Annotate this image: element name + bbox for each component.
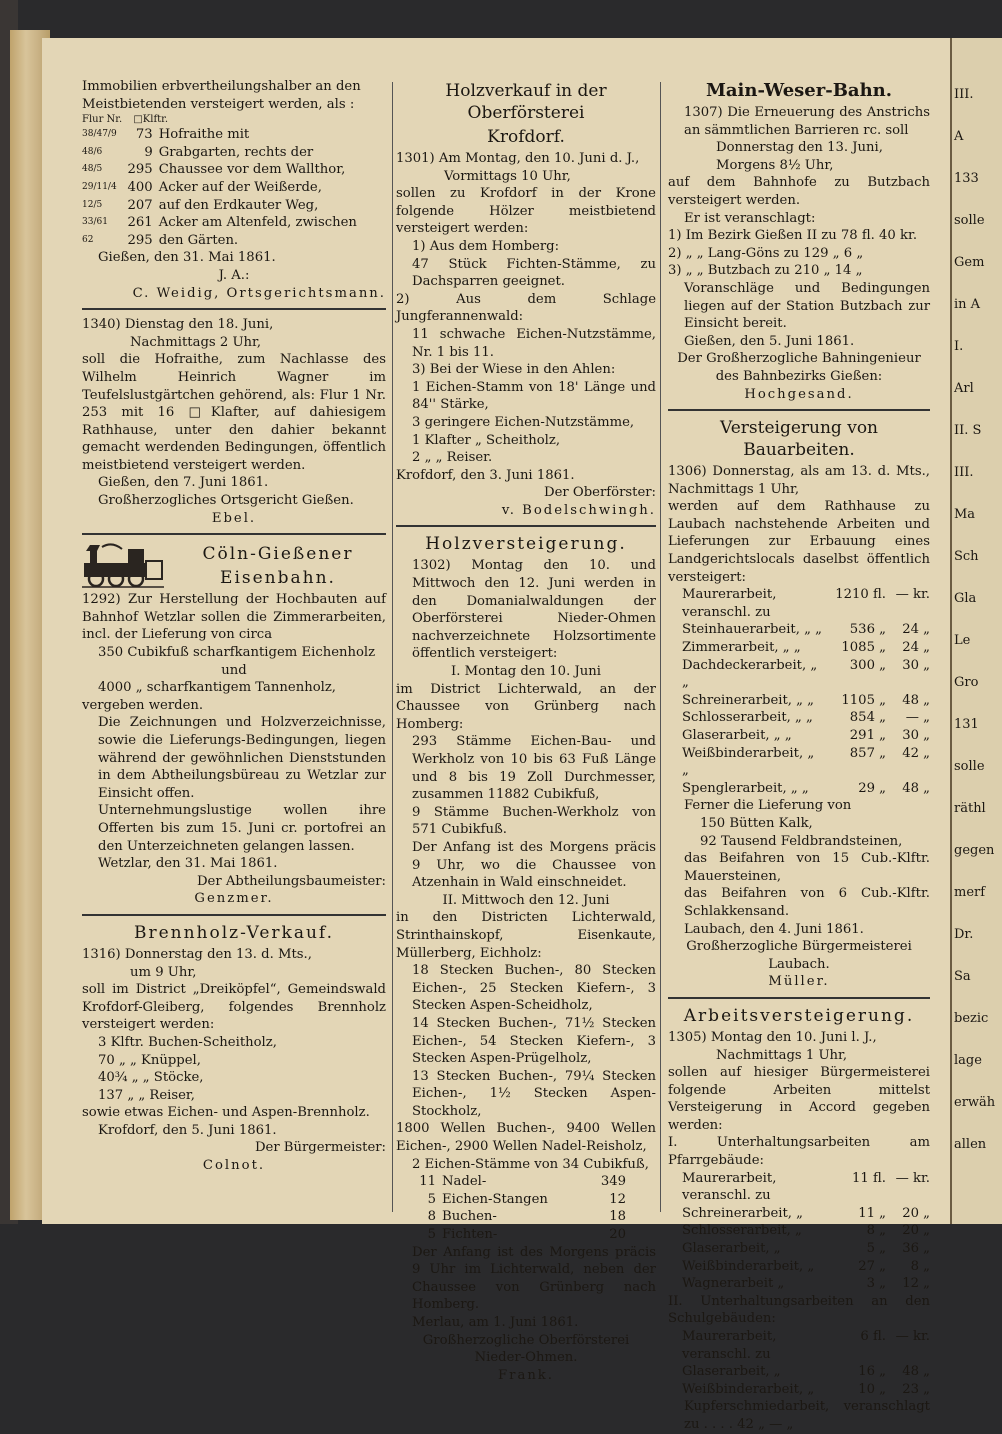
facing-page-edge (950, 38, 1002, 1224)
cost-row (668, 1275, 930, 1293)
cost-row (668, 657, 930, 692)
notice-heading: 1340) Dienstag den 18. Juni, (82, 317, 274, 333)
lot-area: 295 (127, 232, 153, 248)
work-type: Weißbinderarbeit, „ „ (682, 745, 815, 779)
cost-kreuzer: 20 „ (902, 1223, 930, 1239)
text-line: II. Unterhaltungsarbeiten an den Schulgebäuden: (668, 1293, 930, 1327)
signature: v. Bodelschwingh. (501, 502, 656, 518)
work-type: Spenglerarbeit, „ „ (682, 780, 809, 796)
cost-row (668, 727, 930, 745)
text-line: das Beifahren von 6 Cub.-Klftr. Schlakkensand. (684, 886, 930, 919)
cost-table (668, 586, 930, 797)
dateline: Krofdorf, den 3. Juni 1861. (396, 467, 575, 483)
text-line: Morgens 8½ Uhr, (716, 157, 834, 173)
cost-gulden: 29 „ (858, 780, 886, 796)
edge-fragment: Gla (954, 591, 977, 606)
notice-body: soll im District „Dreiköpfel“, Gemeindswald Krofdorf-Gleiberg, folgendes Brennholz versteigert werden: (82, 982, 386, 1033)
lot-description: Acker auf der Weißerde, (158, 179, 322, 195)
notice-body: soll die Hofraithe, zum Nachlasse des Wilhelm Heinrich Wagner im Teufelslustgärtchen gehörend, als: Flur 1 Nr. 253 mit 16 □Klafter, auf dahiesigem Rathhause, unter den dahier bekannt gemacht werdenden Bedingungen, öffentlich meistbietend versteigert werden. (82, 352, 386, 473)
notice-title: Holzverkauf in der Oberförsterei (445, 81, 607, 123)
text-line: 13 Stecken Buchen-, 79¼ Stecken Eichen-, 1½ Stecken Aspen-Stockholz, (412, 1068, 656, 1119)
work-type: Glaserarbeit, „ (682, 1364, 781, 1380)
notice-body: 1302) Montag den 10. und Mittwoch den 12. Juni werden in den Domanialwaldungen der Oberförsterei Nieder-Ohmen nachverzeichnete Holzsortimente öffentlich versteigert: (412, 558, 656, 662)
authority: Großherzogliche Oberförsterei (422, 1332, 630, 1348)
cost-kreuzer: 48 „ (902, 1364, 930, 1380)
work-type: Schlosserarbeit, „ (682, 1223, 802, 1239)
notice-title: Brennholz-Verkauf. (133, 922, 335, 943)
text-line: 18 Stecken Buchen-, 80 Stecken Eichen-, 25 Stecken Kiefern-, 3 Stecken Aspen-Scheidholz, (412, 963, 656, 1014)
text-line: 293 Stämme Eichen-Bau- und Werkholz von 10 bis 63 Fuß Länge und 8 bis 19 Zoll Durchmesser, zusammen 11882 Cubikfuß, (412, 734, 656, 803)
cost-kreuzer: 24 „ (902, 622, 930, 638)
work-type: Schlosserarbeit, „ „ (682, 710, 813, 726)
authority: Nieder-Ohmen. (474, 1350, 578, 1366)
text-line: II. Mittwoch den 12. Juni (442, 892, 610, 908)
text-line: 1 Eichen-Stamm von 18' Länge und 84'' Stärke, (412, 379, 656, 413)
separator (668, 409, 930, 411)
signature: Colnot. (202, 1158, 266, 1174)
wood-volume: 18 (609, 1209, 626, 1225)
text-line: 1) Aus dem Homberg: (412, 238, 560, 254)
lot-description: den Gärten. (158, 232, 239, 248)
lot-row (82, 197, 386, 215)
edge-fragment: solle (954, 213, 985, 228)
estimate-list (668, 227, 930, 280)
cost-gulden: 16 „ (858, 1364, 886, 1380)
notice-heading: 1305) Montag den 10. Juni l. J., (668, 1029, 877, 1045)
text-line: 2 Eichen-Stämme von 34 Cubikfuß, (412, 1156, 649, 1172)
lot-header (82, 113, 386, 126)
notice-title: Versteigerung von Bauarbeiten. (720, 418, 878, 461)
text-line: 1 Klafter „ Scheitholz, (412, 432, 561, 448)
text-line: 1800 Wellen Buchen-, 9400 Wellen Eichen-, 2900 Wellen Nadel-Reisholz, (396, 1121, 656, 1155)
text-line: Ferner die Lieferung von (684, 798, 852, 814)
wood-kind: Eichen-Stangen (442, 1191, 548, 1207)
wood-item: 40¾ „ „ Stöcke, (98, 1070, 204, 1086)
column-3 (668, 78, 930, 1434)
edge-fragment: Arl (954, 381, 974, 396)
cost-row (668, 692, 930, 710)
dateline: Gießen, den 31. Mai 1861. (98, 250, 276, 266)
cost-row (668, 621, 930, 639)
notice-title: Main-Weser-Bahn. (705, 80, 893, 101)
separator (668, 997, 930, 999)
cost-row (668, 1240, 930, 1258)
edge-fragment: erwäh (954, 1095, 996, 1110)
edge-fragment: Sch (954, 549, 979, 564)
lot-table (82, 126, 386, 249)
column-1 (82, 78, 386, 1175)
wood-kind: Nadel- (442, 1174, 487, 1190)
edge-fragment: merf (954, 885, 986, 900)
separator (82, 533, 386, 535)
notice-body: werden auf dem Rathhause zu Laubach nachstehende Arbeiten und Lieferungen zur Erbauung eines Landgerichtslocals daselbst öffentlich versteigert: (668, 499, 930, 585)
lot-row (82, 214, 386, 232)
signature: Müller. (768, 974, 830, 990)
notice-time: Vormittags 10 Uhr, (444, 168, 571, 184)
text-line: 14 Stecken Buchen-, 71½ Stecken Eichen-, 54 Stecken Kiefern-, 3 Stecken Aspen-Prügelholz, (412, 1015, 656, 1067)
authority: Der Abtheilungsbaumeister: (196, 873, 386, 889)
wood-list (82, 1034, 386, 1104)
cost-table (668, 1170, 930, 1293)
lot-area: 207 (127, 197, 153, 213)
text-line: 2) Aus dem Schlage Jungferannenwald: (396, 291, 656, 325)
lot-row (82, 232, 386, 250)
flur-header: Flur Nr. (82, 114, 123, 126)
cost-gulden: 6 fl. (860, 1329, 886, 1344)
estimate-item: 2) „ „ Lang-Göns zu 129 „ 6 „ (668, 245, 864, 261)
notice-time: Nachmittags 2 Uhr, (130, 334, 262, 350)
edge-fragment: solle (954, 759, 985, 774)
text-line: Immobilien erbvertheilungshalber an den (82, 79, 361, 94)
notice-time: um 9 Uhr, (130, 964, 197, 980)
text-line: 350 Cubikfuß scharfkantigem Eichenholz (98, 645, 376, 661)
edge-fragment: III. (954, 87, 974, 102)
cost-row (668, 586, 930, 621)
work-type: Zimmerarbeit, „ „ (682, 640, 801, 656)
text-line: I. Unterhaltungsarbeiten am Pfarrgebäude: (668, 1135, 930, 1169)
newspaper-page (42, 38, 950, 1432)
edge-fragment: I. (954, 339, 964, 354)
cost-kreuzer: — „ (905, 710, 930, 726)
authority: Der Bürgermeister: (254, 1140, 386, 1156)
text-line: 3 geringere Eichen-Nutzstämme, (412, 414, 635, 430)
notice-body: 1307) Die Erneuerung des Anstrichs an sämmtlichen Barrieren rc. soll (684, 105, 930, 138)
text-line: 150 Bütten Kalk, (700, 815, 813, 831)
edge-fragment: 133 (954, 171, 979, 186)
lot-area: 400 (127, 179, 153, 195)
work-type: Dachdeckerarbeit, „ „ (682, 657, 818, 691)
edge-fragment: III. (954, 465, 974, 480)
lot-number: 48/6 (82, 146, 103, 157)
cost-gulden: 3 „ (866, 1276, 886, 1292)
notice-body: sollen auf hiesiger Bürgermeisterei folgende Arbeiten mittelst Versteigerung in Accord gegeben werden: (668, 1065, 930, 1133)
wood-item: 3 Klftr. Buchen-Scheitholz, (98, 1034, 277, 1050)
lot-area: 261 (127, 215, 153, 231)
cost-gulden: 857 „ (849, 745, 886, 761)
dateline: Krofdorf, den 5. Juni 1861. (98, 1122, 277, 1138)
separator (82, 308, 386, 310)
wood-count: 5 (427, 1191, 436, 1207)
lot-number: 33/61 (82, 217, 108, 228)
work-type: Weißbinderarbeit, „ (682, 1381, 815, 1397)
edge-fragment: bezic (954, 1011, 989, 1026)
cost-gulden: 300 „ (849, 657, 886, 673)
signature-ia: J. A.: (218, 267, 250, 283)
wood-volume: 12 (609, 1191, 626, 1207)
klftr-header: □Klftr. (133, 114, 169, 126)
cost-gulden: 11 „ (858, 1205, 886, 1221)
text-line: in den Districten Lichterwald, Strinthainskopf, Eisenkaute, Müllerberg, Eichholz: (396, 910, 656, 961)
cost-kreuzer: 48 „ (902, 692, 930, 708)
edge-fragment: Sa (954, 969, 971, 984)
lot-area: 295 (127, 162, 153, 178)
estimate-item: 3) „ „ Butzbach zu 210 „ 14 „ (668, 263, 863, 279)
text-line: das Beifahren von 15 Cub.-Klftr. Mauersteinen, (684, 851, 930, 884)
wood-volume: 349 (600, 1174, 626, 1190)
notice-heading: 1316) Donnerstag den 13. d. Mts., (82, 946, 312, 962)
notice-body: sollen zu Krofdorf in der Krone folgende Hölzer meistbietend versteigert werden: (396, 186, 656, 237)
text-line: im District Lichterwald, an der Chaussee von Grünberg nach Homberg: (396, 681, 656, 732)
text-line: 3) Bei der Wiese in den Ahlen: (412, 362, 616, 378)
text-line: Voranschläge und Bedingungen liegen auf der Station Butzbach zur Einsicht bereit. (684, 280, 930, 332)
authority: Großherzogliche Bürgermeisterei Laubach. (686, 939, 912, 972)
text-line: auf dem Bahnhofe zu Butzbach versteigert werden. (668, 175, 930, 208)
dateline: Gießen, den 5. Juni 1861. (684, 333, 855, 349)
text-line: Meistbietenden versteigert werden, als : (82, 96, 355, 112)
notice-body: 1292) Zur Herstellung der Hochbauten auf Bahnhof Wetzlar sollen die Zimmerarbeiten, incl. der Lieferung von circa (82, 592, 386, 643)
text-line: Kupferschmiedarbeit, veranschlagt zu . . . . 42 „ — „ (684, 1399, 930, 1432)
wood-table (396, 1173, 656, 1243)
signature: Ebel. (211, 510, 257, 526)
edge-fragment: 131 (954, 717, 979, 732)
cost-row (668, 1363, 930, 1381)
separator (396, 525, 656, 527)
cost-row (668, 1328, 930, 1363)
lot-description: Chaussee vor dem Wallthor, (158, 162, 346, 178)
edge-fragment: II. S (954, 423, 982, 438)
text-line: Der Anfang ist des Morgens präcis 9 Uhr im Lichterwald, neben der Chaussee von Grünberg nach Homberg. (412, 1244, 656, 1313)
column-rule-1 (392, 82, 393, 1212)
wood-count: 8 (427, 1209, 436, 1225)
cost-gulden: 854 „ (849, 710, 886, 726)
cost-kreuzer: 23 „ (902, 1381, 930, 1397)
cost-kreuzer: 42 „ (902, 745, 930, 761)
railway-header (82, 541, 386, 591)
cost-row (668, 709, 930, 727)
cost-gulden: 291 „ (849, 728, 886, 743)
work-type: Glaserarbeit, „ (682, 1241, 781, 1257)
lot-description: Hofraithe mit (158, 127, 250, 143)
lot-area: 73 (135, 127, 153, 143)
column-rule-2 (660, 82, 661, 1212)
dateline: Gießen, den 7. Juni 1861. (98, 475, 269, 491)
estimate-item: 1) Im Bezirk Gießen II zu 78 fl. 40 kr. (668, 228, 918, 244)
notice-title: Arbeitsversteigerung. (683, 1005, 915, 1026)
signature: Frank. (498, 1367, 554, 1383)
wood-row (396, 1191, 656, 1209)
cost-row (668, 639, 930, 657)
edge-fragment: allen (954, 1137, 987, 1152)
work-type: Steinhauerarbeit, „ „ (682, 622, 822, 638)
text-line: vergeben werden. (82, 697, 204, 713)
column-2 (396, 78, 656, 1384)
work-type: Maurerarbeit, veranschl. zu (682, 587, 777, 620)
lot-row (82, 179, 386, 197)
work-type: Glaserarbeit, „ „ (682, 728, 792, 743)
dateline: Merlau, am 1. Juni 1861. (412, 1315, 579, 1330)
edge-fragment: A (954, 129, 964, 144)
cost-gulden: 27 „ (858, 1258, 886, 1274)
cost-gulden: 1105 „ (841, 692, 886, 708)
cost-gulden: 10 „ (858, 1381, 886, 1397)
wood-kind: Fichten- (442, 1227, 498, 1243)
signature: C. Weidig, Ortsgerichtsmann. (132, 285, 386, 301)
cost-kreuzer: 20 „ (902, 1205, 930, 1221)
cost-kreuzer: — kr. (895, 587, 930, 603)
edge-fragment: räthl (954, 801, 986, 816)
text-line: 4000 „ scharfkantigem Tannenholz, (98, 680, 336, 696)
cost-row (668, 1205, 930, 1223)
cost-kreuzer: 36 „ (902, 1241, 930, 1257)
notice-heading: 1306) Donnerstag, als am 13. d. Mts., Nachmittags 1 Uhr, (668, 464, 930, 497)
railway-title-1: Cöln-Gießener (202, 544, 354, 565)
cost-row (668, 745, 930, 780)
text-line: 47 Stück Fichten-Stämme, zu Dachsparren geeignet. (412, 256, 656, 290)
cost-kreuzer: — kr. (895, 1329, 930, 1344)
text-line: und (221, 662, 247, 678)
lot-number: 48/5 (82, 164, 103, 175)
lot-number: 38/47/9 (82, 129, 117, 140)
work-type: Schreinerarbeit, „ (682, 1205, 803, 1221)
cost-kreuzer: — kr. (895, 1170, 930, 1186)
work-type: Wagnerarbeit „ (682, 1276, 785, 1292)
text-line: Er ist veranschlagt: (684, 210, 816, 226)
text-line: Der Anfang ist des Morgens präcis 9 Uhr, wo die Chaussee von Atzenhain in Wald einschneidet. (412, 839, 656, 891)
cost-gulden: 1085 „ (841, 640, 886, 656)
work-type: Maurerarbeit, veranschl. zu (682, 1170, 777, 1204)
edge-fragment: Le (954, 633, 971, 648)
edge-fragment: gegen (954, 843, 995, 858)
notice-body: Die Zeichnungen und Holzverzeichnisse, sowie die Lieferungs-Bedingungen, liegen während der gewöhnlichen Dienststunden in dem Abtheilungsbüreau zu Wetzlar zur Einsicht offen. (98, 715, 386, 801)
edge-fragment: Gro (954, 675, 979, 690)
wood-count: 5 (427, 1227, 436, 1243)
cost-gulden: 8 „ (866, 1223, 886, 1239)
cost-row (668, 780, 930, 798)
cost-table (668, 1328, 930, 1398)
edge-fragment: Ma (954, 507, 976, 522)
lot-description: Acker am Altenfeld, zwischen (158, 215, 357, 231)
text-line: Donnerstag den 13. Juni, (716, 140, 883, 156)
wood-count: 11 (419, 1174, 436, 1190)
edge-fragment: lage (954, 1053, 982, 1068)
cost-gulden: 5 „ (866, 1241, 886, 1257)
cost-gulden: 11 fl. (852, 1170, 886, 1186)
text-line: 2 „ „ Reiser. (412, 450, 493, 466)
railway-title-2: Eisenbahn. (220, 568, 336, 589)
wood-item: 137 „ „ Reiser, (98, 1087, 195, 1103)
separator (82, 914, 386, 916)
lot-number: 12/5 (82, 199, 103, 210)
notice-body: Unternehmungslustige wollen ihre Offerten bis zum 15. Juni cr. portofrei an den Unterzeichneten gelangen lassen. (98, 803, 386, 854)
text-line: I. Montag den 10. Juni (451, 664, 601, 680)
cost-gulden: 1210 fl. (835, 587, 886, 603)
cost-kreuzer: 24 „ (902, 640, 930, 656)
work-type: Schreinerarbeit, „ „ (682, 692, 815, 708)
notice-heading: 1301) Am Montag, den 10. Juni d. J., (396, 151, 640, 166)
cost-kreuzer: 30 „ (902, 657, 930, 673)
lot-row (82, 161, 386, 179)
notice-title: Holzversteigerung. (425, 534, 627, 555)
cost-row (668, 1258, 930, 1276)
text-line: 11 schwache Eichen-Nutzstämme, Nr. 1 bis 11. (412, 326, 656, 360)
lot-description: Grabgarten, rechts der (158, 144, 314, 160)
dateline: Laubach, den 4. Juni 1861. (684, 921, 864, 937)
dateline: Wetzlar, den 31. Mai 1861. (98, 856, 278, 872)
wood-item: 70 „ „ Knüppel, (98, 1052, 201, 1068)
authority: Der Oberförster: (544, 485, 656, 501)
cost-kreuzer: 8 „ (910, 1258, 930, 1274)
notice-time: Nachmittags 1 Uhr, (716, 1047, 848, 1063)
authority: Großherzogliches Ortsgericht Gießen. (98, 493, 354, 509)
lot-number: 62 (82, 234, 94, 245)
lot-area: 9 (144, 144, 153, 160)
cost-kreuzer: 30 „ (902, 728, 930, 743)
wood-volume: 20 (609, 1227, 626, 1243)
lot-row (82, 126, 386, 144)
lot-row (82, 144, 386, 162)
text-line: 92 Tausend Feldbrandsteinen, (700, 833, 903, 849)
edge-fragment: Gem (954, 255, 985, 270)
cost-row (668, 1222, 930, 1240)
work-type: Maurerarbeit, veranschl. zu (682, 1329, 777, 1362)
text-line: 9 Stämme Buchen-Werkholz von 571 Cubikfuß. (412, 804, 656, 838)
text-line: sowie etwas Eichen- und Aspen-Brennholz. (82, 1105, 370, 1121)
work-type: Weißbinderarbeit, „ (682, 1258, 815, 1274)
edge-fragment: in A (954, 297, 981, 312)
notice-title: Krofdorf. (487, 127, 565, 147)
signature: Hochgesand. (744, 386, 854, 402)
signature: Genzmer. (194, 891, 274, 907)
lot-description: auf den Erdkauter Weg, (158, 197, 319, 213)
cost-row (668, 1170, 930, 1205)
wood-kind: Buchen- (442, 1209, 497, 1225)
wood-row (396, 1208, 656, 1226)
wood-row (396, 1173, 656, 1191)
cost-kreuzer: 48 „ (902, 780, 930, 796)
lot-number: 29/11/4 (82, 181, 117, 192)
edge-fragment: Dr. (954, 927, 974, 942)
locomotive-icon (82, 541, 164, 589)
cost-gulden: 536 „ (849, 622, 886, 638)
authority: Der Großherzogliche Bahningenieur des Bahnbezirks Gießen: (677, 351, 921, 384)
wood-row (396, 1226, 656, 1244)
cost-kreuzer: 12 „ (902, 1276, 930, 1292)
cost-row (668, 1381, 930, 1399)
